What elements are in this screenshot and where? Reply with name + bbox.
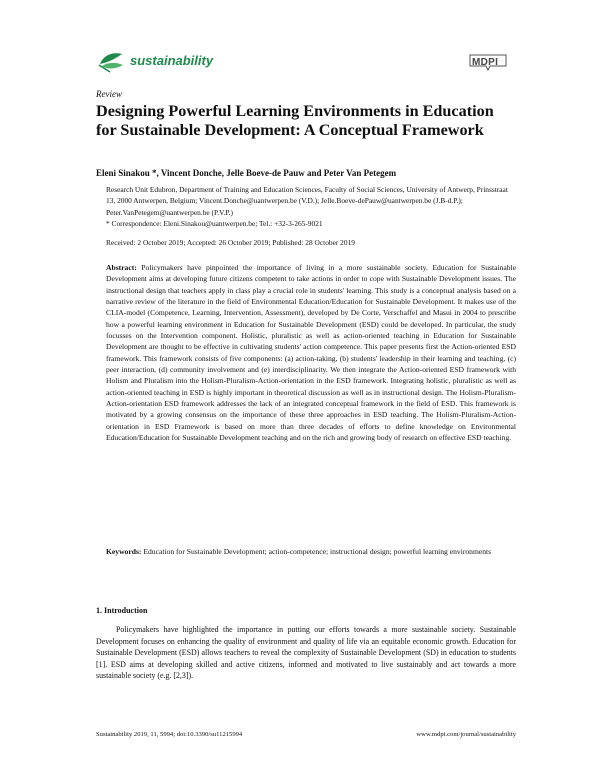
article-type: Review xyxy=(96,89,122,99)
journal-url[interactable]: www.mdpi.com/journal/sustainability xyxy=(416,731,516,738)
affiliation-block xyxy=(106,184,516,229)
citation-footer: Sustainability 2019, 11, 5994; doi:10.3390/su11215994 xyxy=(96,731,243,738)
affiliation: Research Unit Edubron, Department of Training and Education Sciences, Faculty of Social Sciences, University of Antwerp, Prinsstraat 13, 2000 Antwerpen, Belgium; Vincent.Donche@uantwerpen.be (V.D.); Jelle.Boeve-dePauw@uantwerpen.be (J.B-d.P.); Peter.VanPetegem@uantwerpen.be (P.V.P.) xyxy=(106,185,508,217)
abstract-text: Policymakers have pinpointed the importance of living in a more sustainable society. Education for Sustainable Development aims at developing future citizens competent to take actions in order to cope with Sustainable Development issues. The instructional design that teachers apply in class play a crucial role in students' learning. This study is a conceptual analysis based on a narrative review of the literature in the field of Environmental Education/Education for Sustainable Development. It makes use of the CLIA-model (Competence, Learning, Intervention, Assessment), developed by De Corte, Verschaffel and Masui in 2004 to prescribe how a powerful learning environment in Education for Sustainable Development (ESD) could be developed. In particular, the study focusses on the Intervention component. Holistic, pluralistic as well as action-oriented teaching in Education for Sustainable Development are thought to be effective in cultivating students' action competence. This paper presents first the Action-oriented ESD framework. This framework consists of five components: (a) action-taking, (b) students' leadership in their learning and teaching, (c) peer interaction, (d) community involvement and (e) interdisciplinarity. We then integrate the Action-oriented ESD framework with Holism and Pluralism into the Holism-Pluralism-Action-orientation in the ESD framework. Integrating holistic, pluralistic as well as action-oriented teaching in ESD is highly important in theoretical discussion as well as in instructional design. The Holism-Pluralism-Action-orientation ESD framework addresses the lack of an integrated conceptual framework in the field of ESD. This framework is motivated by a growing consensus on the importance of these three approaches in ESD teaching. The Holism-Pluralism-Action-orientation in ESD Framework is based on more than three decades of efforts to define knowledge on Environmental Education/Education for Sustainable Development teaching and on the rich and growing body of research on effective ESD teaching. xyxy=(106,263,516,443)
section-heading: 1. Introduction xyxy=(96,606,148,615)
journal-logo-icon xyxy=(96,50,126,74)
abstract xyxy=(106,262,516,444)
abstract-label: Abstract: xyxy=(106,263,137,272)
keywords xyxy=(106,546,516,557)
publication-dates: Received: 2 October 2019; Accepted: 26 October 2019; Published: 28 October 2019 xyxy=(106,238,355,247)
keywords-label: Keywords: xyxy=(106,547,142,556)
correspondence: * Correspondence: Eleni.Sinakou@uantwerpen.be; Tel.: +32-3-265-9021 xyxy=(106,218,323,228)
intro-paragraph: Policymakers have highlighted the importance in putting our efforts towards a more sustainable society. Sustainable Development focuses on enhancing the quality of environment and quality of life via an equitable economic growth. Education for Sustainable Development (ESD) allows teachers to reveal the complexity of Sustainable Development (SD) in education to students [1]. ESD aims at developing skilled and active citizens, informed and motivated to live sustainably and act towards a more sustainable society (e.g. [2,3]). xyxy=(96,625,516,680)
publisher-name: MDPI xyxy=(472,57,499,68)
author-list: Eleni Sinakou *, Vincent Donche, Jelle Boeve-de Pauw and Peter Van Petegem xyxy=(96,168,397,178)
paper-title: Designing Powerful Learning Environments in Education for Sustainable Development: A Conceptual Framework xyxy=(96,102,494,139)
journal-name: sustainability xyxy=(130,53,214,68)
keywords-text: Education for Sustainable Development; action-competence; instructional design; powerful learning environments xyxy=(143,547,492,556)
